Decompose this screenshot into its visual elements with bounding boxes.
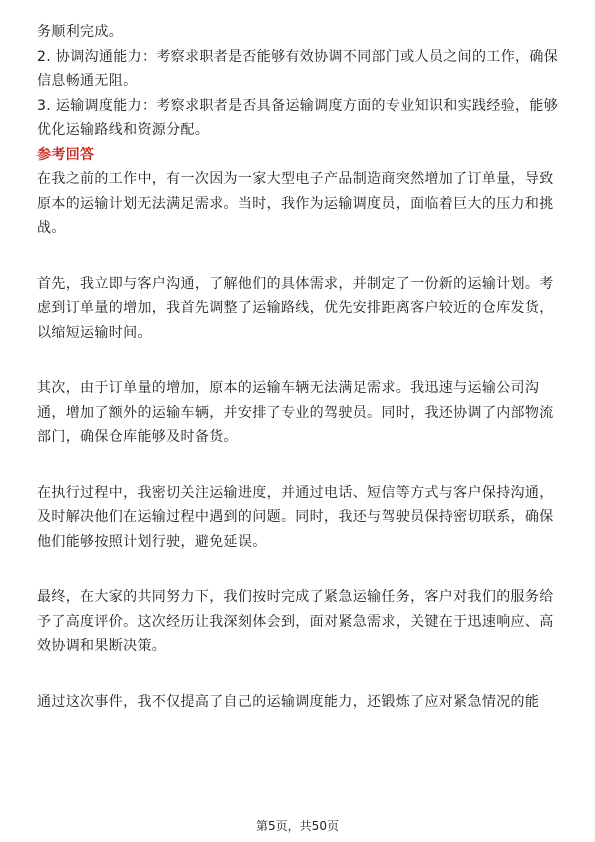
paragraph-gap — [37, 554, 559, 585]
paragraph-line: 虑到订单量的增加，我首先调整了运输路线，优先安排距离客户较近的仓库发货， — [37, 300, 554, 316]
answer-paragraph-4 — [37, 481, 559, 555]
answer-paragraph-5 — [37, 585, 559, 659]
paragraph-line: 他们能够按照计划行驶，避免延误。 — [37, 533, 267, 550]
answer-paragraph-2 — [37, 272, 559, 346]
criteria-item-2-line-1: 2. 协调沟通能力：考察求职者是否能够有效协调不同部门或人员之间的工作，确保 — [37, 48, 559, 65]
paragraph-gap — [37, 659, 559, 690]
paragraph-line: 及时解决他们在运输过程中遇到的问题。同时，我还与驾驶员保持密切联系，确保 — [37, 509, 554, 525]
paragraph-line: 最终，在大家的共同努力下，我们按时完成了紧急运输任务，客户对我们的服务给 — [37, 589, 554, 605]
paragraph-gap — [37, 450, 559, 481]
answer-paragraph-3 — [37, 376, 559, 450]
paragraph-line: 通过这次事件，我不仅提高了自己的运输调度能力，还锻炼了应对紧急情况的能 — [37, 693, 540, 710]
answer-paragraph-1 — [37, 167, 559, 241]
answer-paragraph-6 — [37, 690, 559, 715]
paragraph-gap — [37, 345, 559, 376]
paragraph-line: 原本的运输计划无法满足需求。当时，我作为运输调度员，面临着巨大的压力和挑 — [37, 195, 554, 212]
paragraph-line: 首先，我立即与客户沟通，了解他们的具体需求，并制定了一份新的运输计划。考 — [37, 275, 554, 292]
paragraph-line: 战。 — [37, 220, 66, 236]
paragraph-gap — [37, 241, 559, 272]
paragraph-line: 予了高度评价。这次经历让我深刻体会到，面对紧急需求，关键在于迅速响应、高 — [37, 613, 554, 630]
paragraph-line: 以缩短运输时间。 — [37, 324, 152, 341]
answer-section-title: 参考回答 — [37, 146, 95, 163]
criteria-item-3 — [37, 94, 559, 143]
paragraph-line: 在我之前的工作中，有一次因为一家大型电子产品制造商突然增加了订单量，导致 — [37, 171, 554, 187]
criteria-item-3-line-2: 优化运输路线和资源分配。 — [37, 122, 210, 138]
paragraph-line: 效协调和果断决策。 — [37, 638, 167, 654]
page-content — [37, 20, 559, 714]
criteria-item-2 — [37, 45, 559, 94]
criteria-item-3-line-1: 3. 运输调度能力：考察求职者是否具备运输调度方面的专业知识和实践经验，能够 — [37, 97, 559, 114]
criteria-item-2-line-2: 信息畅通无阻。 — [37, 73, 138, 89]
paragraph-line: 部门，确保仓库能够及时备货。 — [37, 429, 238, 445]
criteria-tail: 务顺利完成。 — [37, 24, 124, 40]
paragraph-line: 通，增加了额外的运输车辆，并安排了专业的驾驶员。同时，我还协调了内部物流 — [37, 404, 554, 421]
paragraph-line: 其次，由于订单量的增加，原本的运输车辆无法满足需求。我迅速与运输公司沟 — [37, 380, 540, 396]
paragraph-line: 在执行过程中，我密切关注运输进度，并通过电话、短信等方式与客户保持沟通， — [37, 484, 554, 501]
page-number-footer: 第5页，共50页 — [256, 819, 339, 833]
